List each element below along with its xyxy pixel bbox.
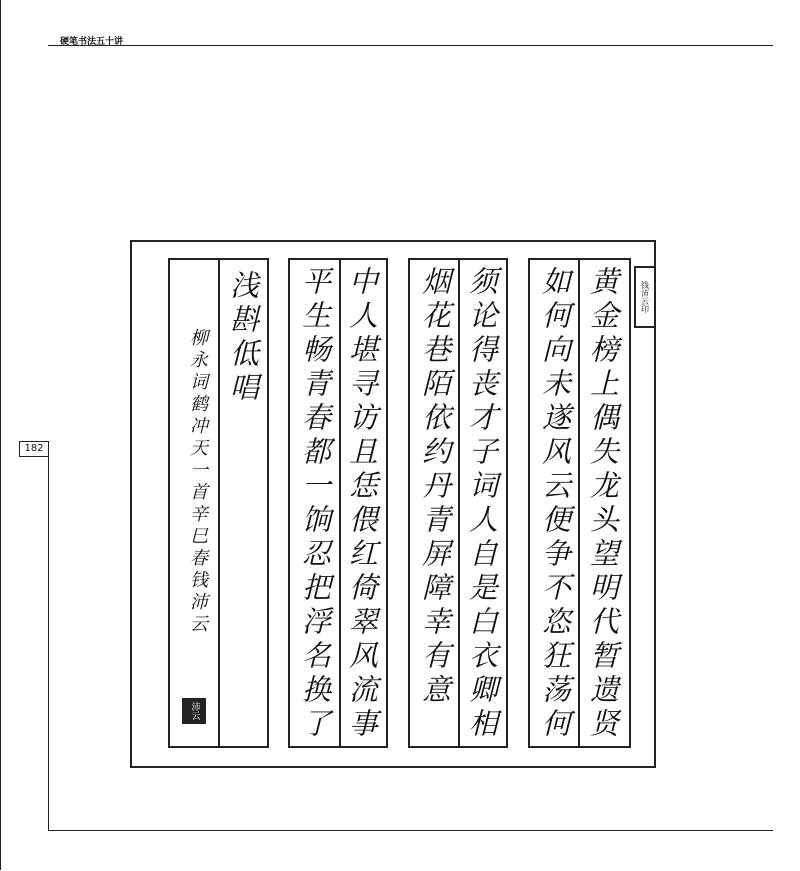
poem-column: 烟花巷陌依约丹青屏障幸有意 <box>418 266 452 708</box>
work-title: 浅斟低唱 <box>226 270 260 406</box>
footer-rule <box>48 830 773 831</box>
header-rule <box>48 45 773 46</box>
name-seal <box>182 698 206 724</box>
margin-line <box>48 456 49 830</box>
seal-text: 钱沛云印 <box>640 281 650 313</box>
poem-column: 须论得丧才子词人自是白衣卿相 <box>465 266 499 742</box>
poem-column: 中人堪寻访且恁偎红倚翠风流事 <box>345 266 379 742</box>
top-seal <box>634 266 656 328</box>
column-divider <box>339 260 341 746</box>
column-divider <box>578 260 580 746</box>
poem-panel-right <box>528 258 631 748</box>
poem-column: 如何向未遂风云便争不恣狂荡何 <box>538 266 572 742</box>
column-divider <box>218 260 220 746</box>
column-divider <box>458 260 460 746</box>
poem-panel-mid-left <box>288 258 388 748</box>
poem-panel-mid-right <box>408 258 508 748</box>
seal-text: 沛云 <box>189 702 200 720</box>
calligraphy-artwork <box>130 240 656 768</box>
book-title: 硬笔书法五十讲 <box>60 37 124 47</box>
poem-column: 黄金榜上偶失龙头望明代暂遗贤 <box>586 266 620 742</box>
page-number: 182 <box>19 441 49 457</box>
title-panel-left <box>168 258 269 748</box>
inscription: 柳永词鹤冲天一首辛巳春钱沛云 <box>187 328 208 636</box>
poem-column: 平生畅青春都一饷忍把浮名换了 <box>298 266 332 742</box>
